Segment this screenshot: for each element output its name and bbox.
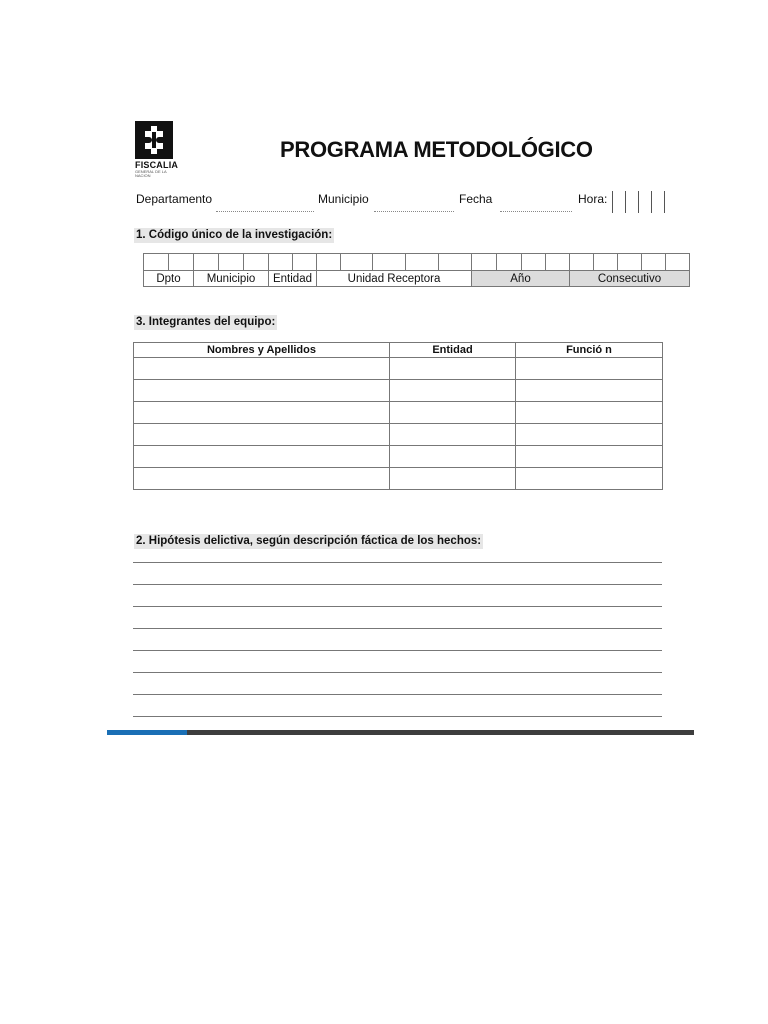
dpto-label: Dpto (144, 271, 194, 287)
table-cell[interactable] (516, 358, 663, 380)
code-box[interactable] (406, 254, 439, 271)
ano-label: Año (472, 271, 570, 287)
hora-box-2[interactable] (625, 191, 639, 213)
departamento-field[interactable] (216, 211, 314, 212)
code-box[interactable] (219, 254, 244, 271)
logo-text: FISCALIA (135, 160, 179, 170)
section2-title: 2. Hipótesis delictiva, según descripción fáctica de los hechos: (136, 535, 482, 547)
col-entidad: Entidad (390, 343, 516, 358)
code-box[interactable] (439, 254, 472, 271)
section1-title: 1. Código único de la investigación: (136, 229, 333, 241)
table-row (134, 446, 663, 468)
departamento-label: Departamento (136, 192, 213, 206)
table-cell[interactable] (390, 424, 516, 446)
table-cell[interactable] (134, 446, 390, 468)
code-box[interactable] (642, 254, 666, 271)
codigo-unico-table (143, 253, 690, 287)
table-cell[interactable] (516, 424, 663, 446)
table-row (134, 424, 663, 446)
page-bottom-bar (107, 730, 694, 735)
table-cell[interactable] (516, 402, 663, 424)
integrantes-table (133, 342, 663, 490)
writing-line[interactable] (133, 628, 662, 629)
section3-title: 3. Integrantes del equipo: (136, 316, 276, 328)
writing-line[interactable] (133, 694, 662, 695)
code-box[interactable] (522, 254, 546, 271)
writing-line[interactable] (133, 584, 662, 585)
code-box[interactable] (546, 254, 570, 271)
table-cell[interactable] (134, 358, 390, 380)
code-box[interactable] (618, 254, 642, 271)
logo-subtext: GENERAL DE LA NACION (135, 169, 167, 178)
writing-line[interactable] (133, 562, 662, 563)
progress-accent (107, 730, 187, 735)
code-box[interactable] (169, 254, 194, 271)
municipio-code-label: Municipio (194, 271, 269, 287)
consecutivo-label: Consecutivo (570, 271, 690, 287)
code-box[interactable] (317, 254, 341, 271)
col-nombres: Nombres y Apellidos (134, 343, 390, 358)
code-box[interactable] (244, 254, 269, 271)
table-cell[interactable] (134, 424, 390, 446)
municipio-field[interactable] (374, 211, 454, 212)
code-digit-boxes (144, 254, 690, 271)
table-cell[interactable] (134, 402, 390, 424)
table-cell[interactable] (134, 380, 390, 402)
col-funcion: Funció n (516, 343, 663, 358)
table-header-row (134, 343, 663, 358)
fecha-field[interactable] (500, 211, 572, 212)
code-box[interactable] (570, 254, 594, 271)
code-box[interactable] (472, 254, 497, 271)
municipio-label: Municipio (318, 192, 369, 206)
unidad-receptora-label: Unidad Receptora (317, 271, 472, 287)
code-box[interactable] (594, 254, 618, 271)
table-cell[interactable] (516, 468, 663, 490)
hora-box-3[interactable] (638, 191, 652, 213)
code-box[interactable] (666, 254, 690, 271)
table-cell[interactable] (390, 380, 516, 402)
code-box[interactable] (293, 254, 317, 271)
puzzle-logo-icon (135, 121, 173, 159)
hora-label: Hora: (578, 192, 608, 206)
fiscalia-logo (135, 121, 179, 178)
code-labels-row (144, 271, 690, 287)
table-row (134, 402, 663, 424)
hora-box-1[interactable] (612, 191, 626, 213)
writing-line[interactable] (133, 716, 662, 717)
code-box[interactable] (269, 254, 293, 271)
table-row (134, 380, 663, 402)
page-title: PROGRAMA METODOLÓGICO (280, 137, 593, 162)
code-box[interactable] (144, 254, 169, 271)
table-cell[interactable] (134, 468, 390, 490)
table-cell[interactable] (516, 446, 663, 468)
code-box[interactable] (373, 254, 406, 271)
table-cell[interactable] (390, 468, 516, 490)
fecha-label: Fecha (459, 192, 493, 206)
entidad-code-label: Entidad (269, 271, 317, 287)
table-cell[interactable] (390, 402, 516, 424)
writing-line[interactable] (133, 606, 662, 607)
table-row (134, 468, 663, 490)
writing-line[interactable] (133, 650, 662, 651)
code-box[interactable] (497, 254, 522, 271)
hora-box-4[interactable] (651, 191, 665, 213)
code-box[interactable] (194, 254, 219, 271)
table-cell[interactable] (516, 380, 663, 402)
writing-line[interactable] (133, 672, 662, 673)
table-cell[interactable] (390, 358, 516, 380)
table-row (134, 358, 663, 380)
table-cell[interactable] (390, 446, 516, 468)
code-box[interactable] (341, 254, 373, 271)
